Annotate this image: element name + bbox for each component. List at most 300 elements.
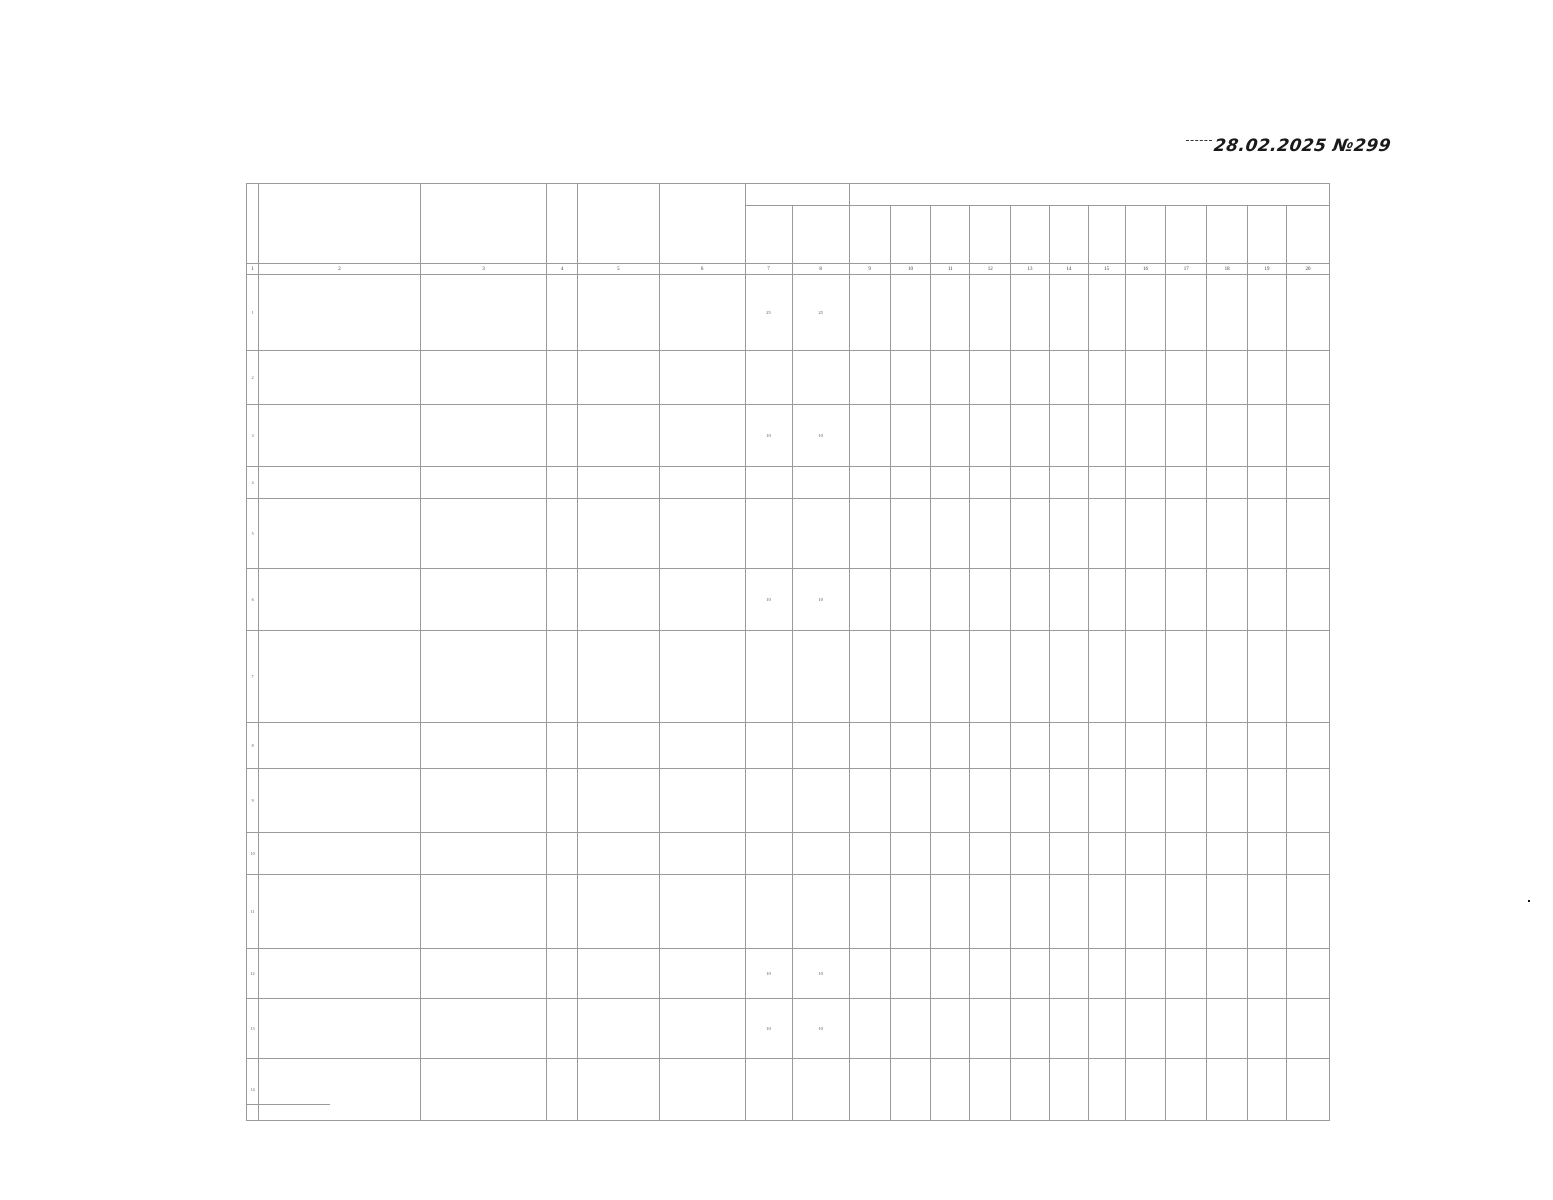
table-row — [247, 999, 1330, 1059]
scan-speck — [1528, 900, 1530, 902]
column-numbers-row — [247, 264, 1330, 275]
table-cell — [1088, 569, 1125, 631]
table-cell — [659, 1059, 745, 1121]
col-month-6 — [1049, 206, 1088, 264]
table-cell: 10 — [745, 405, 792, 467]
table-cell — [1125, 875, 1166, 949]
col-number: 9 — [849, 264, 890, 275]
table-cell — [890, 833, 931, 875]
table-cell — [849, 1059, 890, 1121]
table-cell — [890, 875, 931, 949]
table-cell — [1248, 351, 1287, 405]
table-cell — [259, 631, 420, 723]
table-cell — [1248, 769, 1287, 833]
table-cell — [1088, 875, 1125, 949]
table-row — [247, 351, 1330, 405]
col-method-header — [420, 184, 547, 264]
table-cell — [1011, 499, 1050, 569]
table-cell — [420, 275, 547, 351]
table-cell — [1248, 275, 1287, 351]
table-cell — [420, 499, 547, 569]
table-cell — [890, 1059, 931, 1121]
col-number: 5 — [578, 264, 660, 275]
col-number: 3 — [420, 264, 547, 275]
table-row — [247, 275, 1330, 351]
table-cell — [1011, 1059, 1050, 1121]
table-cell — [1207, 405, 1248, 467]
table-cell — [849, 569, 890, 631]
table-cell — [259, 499, 420, 569]
table-cell — [931, 875, 970, 949]
table-cell — [1011, 405, 1050, 467]
col-month-5 — [1011, 206, 1050, 264]
table-cell — [1011, 631, 1050, 723]
table-cell — [659, 875, 745, 949]
table-cell — [890, 467, 931, 499]
table-cell: 10 — [792, 405, 849, 467]
table-cell — [1166, 833, 1207, 875]
col-number: 7 — [745, 264, 792, 275]
table-cell — [420, 833, 547, 875]
table-cell — [1286, 999, 1329, 1059]
col-number: 8 — [792, 264, 849, 275]
table-cell — [1088, 631, 1125, 723]
table-cell — [849, 631, 890, 723]
table-cell — [1088, 351, 1125, 405]
table-row — [247, 631, 1330, 723]
table-cell — [578, 499, 660, 569]
table-cell — [849, 351, 890, 405]
table-cell — [792, 499, 849, 569]
col-number: 4 — [547, 264, 578, 275]
table-cell — [578, 723, 660, 769]
table-cell — [420, 467, 547, 499]
col-month-1 — [849, 206, 890, 264]
row-number: 9 — [247, 769, 259, 833]
table-cell — [890, 499, 931, 569]
col-number: 11 — [931, 264, 970, 275]
table-cell — [970, 569, 1011, 631]
table-row — [247, 949, 1330, 999]
table-cell — [792, 1059, 849, 1121]
table-cell — [547, 351, 578, 405]
table-cell — [1248, 499, 1287, 569]
table-cell — [970, 999, 1011, 1059]
table-cell — [1049, 769, 1088, 833]
table-cell — [1207, 569, 1248, 631]
table-cell — [970, 1059, 1011, 1121]
table-cell — [547, 405, 578, 467]
table-cell — [1049, 499, 1088, 569]
table-cell — [1049, 569, 1088, 631]
table-cell — [890, 769, 931, 833]
table-cell — [420, 569, 547, 631]
table-cell — [970, 631, 1011, 723]
col-month-3 — [931, 206, 970, 264]
col-number: 6 — [659, 264, 745, 275]
table-cell — [659, 769, 745, 833]
col-number: 12 — [970, 264, 1011, 275]
table-cell — [890, 631, 931, 723]
col-month-8 — [1125, 206, 1166, 264]
table-cell — [578, 999, 660, 1059]
table-cell — [1088, 833, 1125, 875]
table-cell — [578, 275, 660, 351]
table-cell: 10 — [792, 949, 849, 999]
table-cell — [547, 999, 578, 1059]
table-cell — [970, 833, 1011, 875]
row-number: 10 — [247, 833, 259, 875]
table-cell — [849, 949, 890, 999]
table-cell — [931, 1059, 970, 1121]
table-cell — [1286, 351, 1329, 405]
table-cell — [1207, 1059, 1248, 1121]
table-cell — [259, 405, 420, 467]
table-cell — [1049, 723, 1088, 769]
table-cell — [1049, 405, 1088, 467]
table-row — [247, 499, 1330, 569]
table-cell — [547, 1059, 578, 1121]
table-cell — [890, 999, 931, 1059]
table-cell — [1207, 631, 1248, 723]
table-cell — [745, 875, 792, 949]
col-number: 1 — [247, 264, 259, 275]
table-cell — [931, 949, 970, 999]
table-cell — [659, 467, 745, 499]
col-number: 17 — [1166, 264, 1207, 275]
table-cell — [1125, 351, 1166, 405]
table-cell — [792, 467, 849, 499]
table-cell — [1207, 833, 1248, 875]
header-row-top — [247, 184, 1330, 206]
table-cell — [745, 631, 792, 723]
table-cell — [1125, 405, 1166, 467]
table-cell — [1011, 949, 1050, 999]
table-cell — [890, 569, 931, 631]
table-cell — [1049, 1059, 1088, 1121]
table-row — [247, 405, 1330, 467]
col-number: 2 — [259, 264, 420, 275]
table-cell — [1011, 569, 1050, 631]
table-cell — [259, 833, 420, 875]
table-row — [247, 769, 1330, 833]
row-number: 7 — [247, 631, 259, 723]
table-cell — [745, 833, 792, 875]
table-cell — [1207, 499, 1248, 569]
table-cell — [1088, 999, 1125, 1059]
row-number: 2 — [247, 351, 259, 405]
table-cell — [1088, 499, 1125, 569]
table-cell: 10 — [792, 569, 849, 631]
table-cell — [745, 351, 792, 405]
row-number: 5 — [247, 499, 259, 569]
table-cell — [931, 499, 970, 569]
table-row — [247, 569, 1330, 631]
table-cell — [1125, 569, 1166, 631]
table-cell — [259, 569, 420, 631]
table-cell — [792, 723, 849, 769]
table-cell — [1248, 875, 1287, 949]
table-cell — [931, 351, 970, 405]
table-cell — [931, 569, 970, 631]
table-cell — [259, 275, 420, 351]
table-cell — [547, 875, 578, 949]
table-cell — [578, 405, 660, 467]
table-cell — [792, 875, 849, 949]
table-cell — [1011, 833, 1050, 875]
col-month-2 — [890, 206, 931, 264]
table-cell — [259, 769, 420, 833]
table-row — [247, 875, 1330, 949]
table-cell — [659, 723, 745, 769]
table-cell — [970, 275, 1011, 351]
table-cell — [1049, 949, 1088, 999]
col-month-7 — [1088, 206, 1125, 264]
table-cell — [1125, 1059, 1166, 1121]
col-month-10 — [1207, 206, 1248, 264]
row-number: 12 — [247, 949, 259, 999]
table-cell — [1166, 723, 1207, 769]
table-cell — [1166, 467, 1207, 499]
table-cell — [1088, 275, 1125, 351]
table-cell — [1207, 467, 1248, 499]
table-cell — [745, 723, 792, 769]
table-cell — [1049, 275, 1088, 351]
table-cell — [1088, 405, 1125, 467]
table-cell — [1166, 949, 1207, 999]
table-cell — [420, 723, 547, 769]
row-number: 1 — [247, 275, 259, 351]
table-cell — [547, 631, 578, 723]
table-cell — [1207, 999, 1248, 1059]
table-cell — [259, 875, 420, 949]
table-cell — [578, 1059, 660, 1121]
table-cell — [1011, 467, 1050, 499]
table-cell — [1286, 499, 1329, 569]
row-number: 3 — [247, 405, 259, 467]
table-cell — [849, 467, 890, 499]
table-cell — [259, 723, 420, 769]
table-cell — [420, 949, 547, 999]
col-number: 18 — [1207, 264, 1248, 275]
table-cell — [1049, 875, 1088, 949]
table-cell — [547, 569, 578, 631]
col-month-9 — [1166, 206, 1207, 264]
table-cell — [659, 405, 745, 467]
table-row — [247, 467, 1330, 499]
col-number: 14 — [1049, 264, 1088, 275]
table-cell — [931, 999, 970, 1059]
stamp-strike-line — [1186, 140, 1212, 141]
table-cell — [931, 769, 970, 833]
col-month-4 — [970, 206, 1011, 264]
table-cell — [259, 1059, 420, 1121]
col-number: 20 — [1286, 264, 1329, 275]
table-cell — [890, 351, 931, 405]
table-cell — [547, 499, 578, 569]
table-cell — [931, 833, 970, 875]
col-max-score-a — [745, 206, 792, 264]
table-cell — [1286, 949, 1329, 999]
table-cell — [578, 833, 660, 875]
table-cell — [931, 631, 970, 723]
table-cell: 10 — [745, 949, 792, 999]
table-cell — [1166, 275, 1207, 351]
col-source-header — [578, 184, 660, 264]
footer-rule — [246, 1104, 330, 1105]
indicator-rows — [247, 275, 1330, 1121]
table-cell — [578, 569, 660, 631]
table-cell — [1088, 723, 1125, 769]
table-cell — [1207, 875, 1248, 949]
table-cell — [970, 467, 1011, 499]
table-cell — [1088, 1059, 1125, 1121]
table-cell — [1166, 351, 1207, 405]
table-cell — [1166, 1059, 1207, 1121]
col-max-score-b — [792, 206, 849, 264]
table-cell — [1125, 833, 1166, 875]
table-cell — [420, 405, 547, 467]
table-cell — [1248, 949, 1287, 999]
table-cell — [792, 631, 849, 723]
table-cell — [1049, 999, 1088, 1059]
table-cell — [1166, 769, 1207, 833]
table-cell — [420, 875, 547, 949]
table-cell — [970, 499, 1011, 569]
table-cell — [1125, 723, 1166, 769]
table-cell — [547, 769, 578, 833]
table-cell — [745, 769, 792, 833]
table-cell — [1088, 467, 1125, 499]
table-cell — [1125, 467, 1166, 499]
table-cell — [1248, 1059, 1287, 1121]
table-cell — [659, 275, 745, 351]
table-cell — [970, 723, 1011, 769]
table-cell — [1125, 949, 1166, 999]
table-cell — [1286, 723, 1329, 769]
table-cell — [745, 467, 792, 499]
table-cell — [659, 833, 745, 875]
table-cell — [420, 999, 547, 1059]
stamp-date: 28.02.2025 №299 — [1212, 136, 1393, 156]
row-number: 6 — [247, 569, 259, 631]
table-cell — [659, 999, 745, 1059]
table-cell: 25 — [792, 275, 849, 351]
col-number: 16 — [1125, 264, 1166, 275]
col-number: 13 — [1011, 264, 1050, 275]
table-cell — [745, 499, 792, 569]
table-cell — [1207, 275, 1248, 351]
table-cell — [578, 351, 660, 405]
table-cell — [1207, 949, 1248, 999]
table-cell — [659, 499, 745, 569]
table-cell — [1088, 949, 1125, 999]
row-number: 13 — [247, 999, 259, 1059]
table-cell — [547, 467, 578, 499]
table-cell — [547, 723, 578, 769]
table-cell — [792, 833, 849, 875]
table-cell — [1207, 723, 1248, 769]
table-cell — [1248, 999, 1287, 1059]
table-cell — [1049, 833, 1088, 875]
table-row — [247, 833, 1330, 875]
col-month-11 — [1248, 206, 1287, 264]
table-cell — [578, 631, 660, 723]
table-cell — [1166, 405, 1207, 467]
table-cell — [1286, 833, 1329, 875]
col-number: 19 — [1248, 264, 1287, 275]
table-cell — [1207, 351, 1248, 405]
table-cell — [1286, 1059, 1329, 1121]
table-cell — [931, 723, 970, 769]
col-unit-header — [547, 184, 578, 264]
col-monthly-targets-header — [849, 184, 1329, 206]
table-cell — [1011, 275, 1050, 351]
table-cell — [1166, 499, 1207, 569]
table-cell — [1166, 569, 1207, 631]
col-indicator-header — [259, 184, 420, 264]
table-cell — [970, 769, 1011, 833]
table-cell — [1125, 631, 1166, 723]
table-cell — [1125, 499, 1166, 569]
table-cell — [849, 875, 890, 949]
table-cell — [890, 949, 931, 999]
table-cell — [547, 949, 578, 999]
table-cell: 10 — [792, 999, 849, 1059]
table-cell: 10 — [745, 999, 792, 1059]
table-cell: 25 — [745, 275, 792, 351]
table-cell — [849, 405, 890, 467]
table-cell — [745, 1059, 792, 1121]
table-cell — [1125, 275, 1166, 351]
col-max-score-header — [745, 184, 849, 206]
table-cell — [890, 723, 931, 769]
table-cell — [849, 769, 890, 833]
table-cell — [1011, 723, 1050, 769]
table-cell — [849, 723, 890, 769]
table-cell — [1286, 405, 1329, 467]
table-cell — [1286, 569, 1329, 631]
table-cell: 10 — [745, 569, 792, 631]
table-cell — [970, 949, 1011, 999]
table-cell — [1166, 631, 1207, 723]
table-cell — [259, 999, 420, 1059]
col-num-header — [247, 184, 259, 264]
table-cell — [1049, 631, 1088, 723]
table-cell — [1166, 875, 1207, 949]
row-number: 14 — [247, 1059, 259, 1121]
table-cell — [578, 949, 660, 999]
table-cell — [1248, 405, 1287, 467]
table-cell — [1248, 723, 1287, 769]
table-cell — [1011, 769, 1050, 833]
table-cell — [578, 467, 660, 499]
table-cell — [659, 949, 745, 999]
table-cell — [420, 631, 547, 723]
table-cell — [259, 467, 420, 499]
table-cell — [849, 999, 890, 1059]
table-row — [247, 1059, 1330, 1121]
table-cell — [849, 275, 890, 351]
table-cell — [578, 875, 660, 949]
table-cell — [659, 631, 745, 723]
table-cell — [1248, 833, 1287, 875]
col-number: 15 — [1088, 264, 1125, 275]
table-cell — [1248, 467, 1287, 499]
table-cell — [1166, 999, 1207, 1059]
table-cell — [970, 351, 1011, 405]
table-cell — [792, 351, 849, 405]
